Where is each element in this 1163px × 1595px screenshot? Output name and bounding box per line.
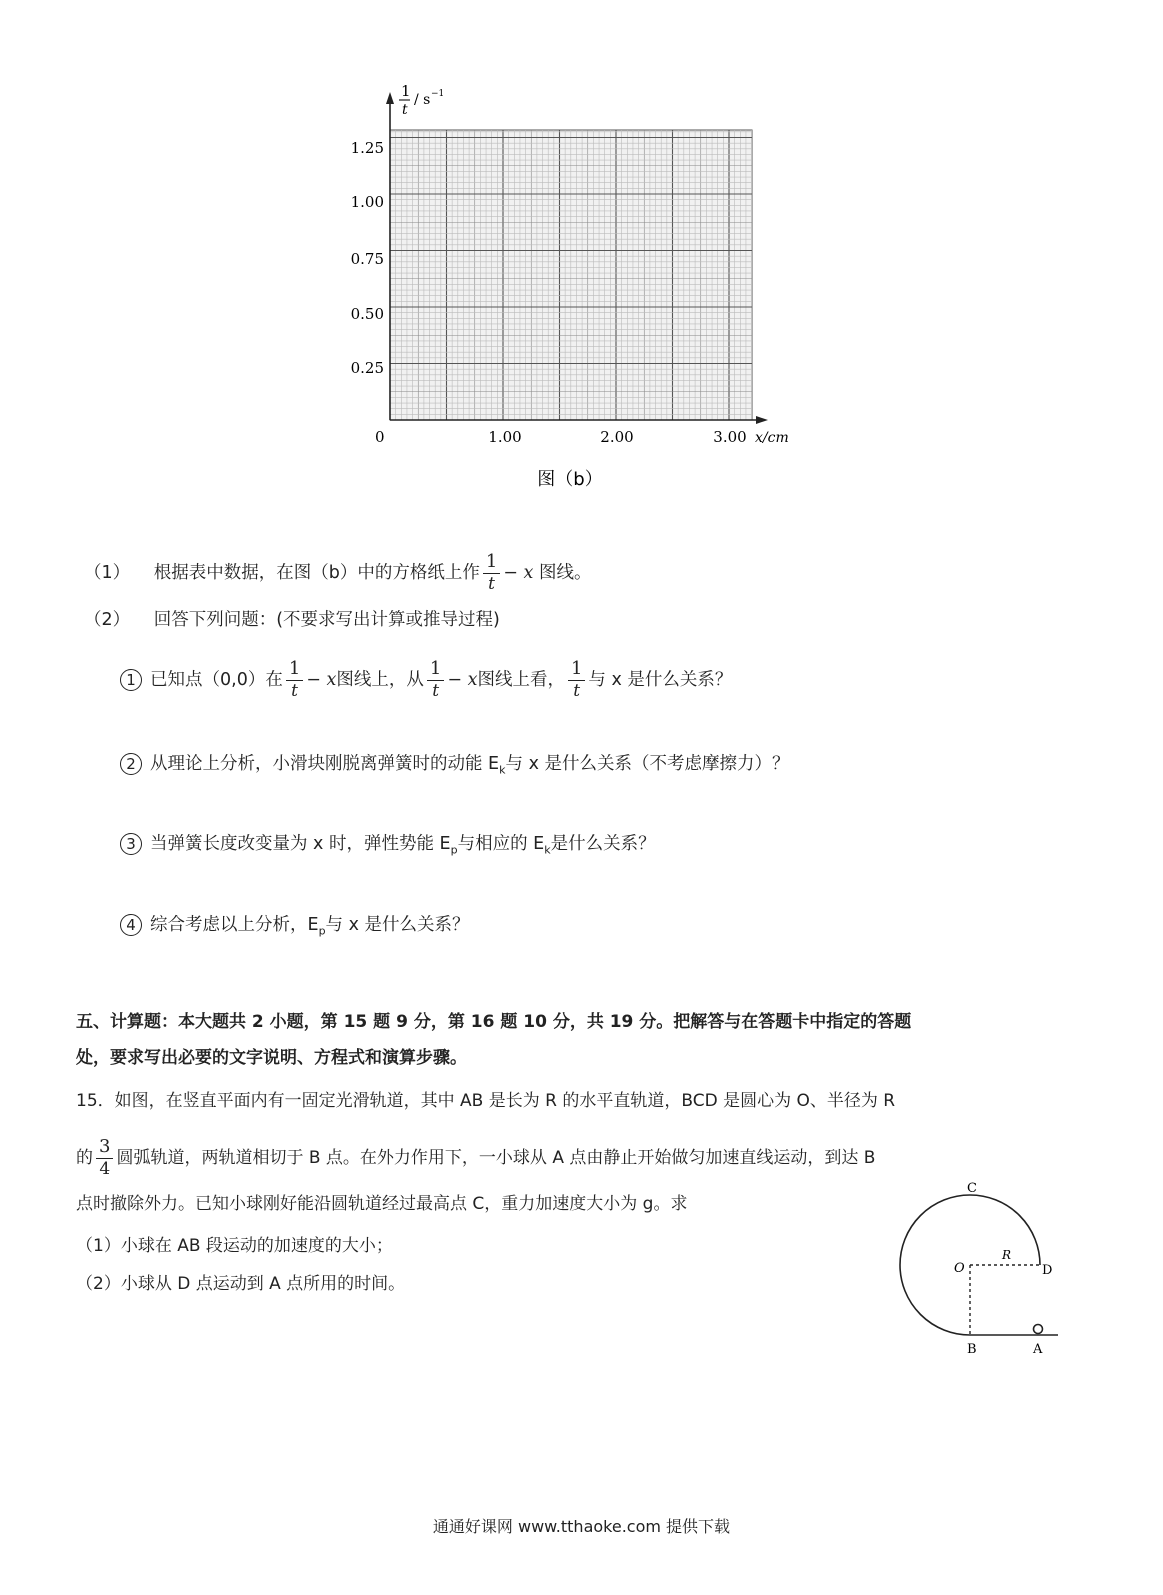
footer-text: 通通好课网 www.tthaoke.com 提供下载: [432, 1517, 731, 1536]
circled-number: 4: [120, 914, 142, 936]
sub-3-text-a: 当弹簧长度改变量为 x 时，弹性势能 E: [150, 834, 451, 854]
circled-number: 2: [120, 753, 142, 775]
x-axis-arrow: [756, 416, 768, 424]
y-unit-rest: / s: [414, 92, 431, 108]
question-1-tail: 图线。: [538, 563, 592, 583]
y-unit-num: 1: [401, 82, 411, 100]
minus-x: − x: [503, 563, 534, 583]
label-d: D: [1042, 1263, 1053, 1278]
x-tick-label: 1.00: [488, 428, 522, 446]
question-1-text: 根据表中数据，在图（b）中的方格纸上作: [153, 563, 480, 583]
label-c: C: [967, 1181, 977, 1196]
label-r: R: [1002, 1248, 1012, 1262]
subscript: p: [318, 924, 326, 938]
y-unit-den: t: [402, 102, 408, 118]
track-figure: [890, 1175, 1075, 1360]
question-1: [84, 553, 591, 593]
minus-x: − x: [447, 670, 478, 690]
sub-3-text-c: 是什么关系？: [550, 834, 656, 854]
origin-label: 0: [375, 428, 385, 446]
minus-x: − x: [306, 670, 337, 690]
sub-1-text-c: 图线上看，: [477, 670, 565, 690]
sub-question-2: [120, 752, 789, 783]
question-2: [84, 608, 500, 632]
label-a: A: [1033, 1342, 1043, 1357]
fraction-1-over-t: $\frac{1}{t}$: [286, 660, 303, 700]
y-unit-exp: −1: [431, 89, 445, 99]
sub-question-1: [120, 660, 732, 700]
subscript: k: [544, 843, 551, 857]
sub-4-text-b: 与 x 是什么关系？: [325, 915, 470, 935]
sub-2-text-a: 从理论上分析，小滑块刚脱离弹簧时的动能 E: [150, 754, 500, 774]
question-2-number: （2）: [84, 610, 131, 630]
fraction-1-over-t: $\frac{1}{t}$: [568, 660, 585, 700]
circled-number: 1: [120, 669, 142, 691]
label-b: B: [967, 1342, 977, 1357]
figure-caption: 图（b）: [537, 469, 603, 490]
fraction-3-over-4: $\frac{3}{4}$: [96, 1138, 113, 1178]
section-5-heading-line-2: 处，要求写出必要的文字说明、方程式和演算步骤。: [76, 1048, 467, 1068]
ball: [1034, 1325, 1043, 1334]
sub-1-text-b: 图线上，从: [336, 670, 424, 690]
p15-line-2-a: 的: [76, 1148, 93, 1168]
problem-15-sub-1: （1）小球在 AB 段运动的加速度的大小；: [76, 1236, 393, 1256]
fraction-1-over-t: $\frac{1}{t}$: [427, 660, 444, 700]
sub-question-4: [120, 913, 470, 944]
circled-number: 3: [120, 833, 142, 855]
x-tick-label: 3.00: [713, 428, 747, 446]
y-tick-label: 1.25: [350, 139, 384, 157]
y-tick-label: 1.00: [350, 193, 384, 211]
sub-3-text-b: 与相应的 E: [457, 834, 545, 854]
x-unit-label: x/cm: [755, 430, 789, 446]
problem-15-line-3: 点时撤除外力。已知小球刚好能沿圆轨道经过最高点 C，重力加速度大小为 g。求: [76, 1194, 688, 1214]
subscript: k: [499, 763, 506, 777]
problem-15-line-2: [76, 1138, 875, 1178]
sub-2-text-b: 与 x 是什么关系（不考虑摩擦力）？: [505, 754, 790, 774]
section-5-heading-line-1: 五、计算题：本大题共 2 小题，第 15 题 9 分，第 16 题 10 分，共 19 分。把解答与在答题卡中指定的答题: [76, 1012, 912, 1032]
x-tick-label: 2.00: [600, 428, 634, 446]
problem-15-sub-2: （2）小球从 D 点运动到 A 点所用的时间。: [76, 1274, 406, 1294]
subscript: p: [450, 843, 458, 857]
sub-1-text-d: 与 x 是什么关系？: [588, 670, 733, 690]
problem-15-line-1: 15．如图，在竖直平面内有一固定光滑轨道，其中 AB 是长为 R 的水平直轨道，BCD 是圆心为 O、半径为 R: [76, 1091, 896, 1111]
sub-1-text-a: 已知点（0,0）在: [150, 670, 283, 690]
label-o: O: [954, 1261, 965, 1276]
y-tick-label: 0.75: [350, 250, 384, 268]
question-1-number: （1）: [84, 563, 131, 583]
y-tick-label: 0.25: [350, 359, 384, 377]
y-axis-arrow: [386, 92, 394, 104]
question-2-text: 回答下列问题：(不要求写出计算或推导过程): [153, 610, 500, 630]
sub-question-3: [120, 832, 656, 863]
graph-b: [0, 0, 1163, 500]
fraction-1-over-t: $\frac{1}{t}$: [483, 553, 500, 593]
p15-line-2-b: 圆弧轨道，两轨道相切于 B 点。在外力作用下，一小球从 A 点由静止开始做匀加速直线运动，到达 B: [116, 1148, 876, 1168]
y-tick-label: 0.50: [350, 305, 384, 323]
sub-4-text-a: 综合考虑以上分析，E: [150, 915, 319, 935]
